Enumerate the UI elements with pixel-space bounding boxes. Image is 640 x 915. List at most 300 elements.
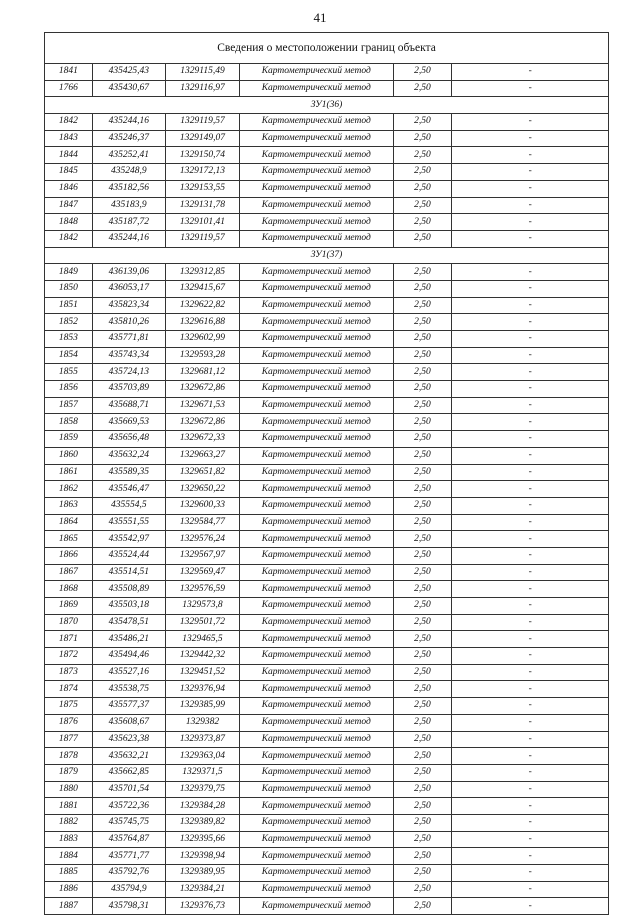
method-cell: Картометрический метод (240, 865, 393, 882)
method-cell: Картометрический метод (240, 280, 393, 297)
precision-cell: 2,50 (393, 164, 452, 181)
table-row (45, 698, 609, 715)
point-id-cell: 1858 (45, 414, 93, 431)
description-cell: - (452, 631, 609, 648)
y-coord-cell: 1329376,94 (165, 681, 239, 698)
x-coord-cell: 435182,56 (92, 180, 165, 197)
x-coord-cell: 435703,89 (92, 381, 165, 398)
method-cell: Картометрический метод (240, 397, 393, 414)
point-id-cell: 1886 (45, 881, 93, 898)
table-row (45, 831, 609, 848)
point-id-cell: 1877 (45, 731, 93, 748)
table-row (45, 397, 609, 414)
y-coord-cell: 1329650,22 (165, 481, 239, 498)
y-coord-cell: 1329567,97 (165, 547, 239, 564)
y-coord-cell: 1329398,94 (165, 848, 239, 865)
description-cell: - (452, 865, 609, 882)
x-coord-cell: 435246,37 (92, 130, 165, 147)
boundary-table (44, 32, 609, 915)
precision-cell: 2,50 (393, 347, 452, 364)
table-row (45, 598, 609, 615)
description-cell: - (452, 598, 609, 615)
x-coord-cell: 435669,53 (92, 414, 165, 431)
description-cell: - (452, 798, 609, 815)
x-coord-cell: 435724,13 (92, 364, 165, 381)
point-id-cell: 1860 (45, 447, 93, 464)
description-cell: - (452, 731, 609, 748)
y-coord-cell: 1329681,12 (165, 364, 239, 381)
method-cell: Картометрический метод (240, 798, 393, 815)
point-id-cell: 1766 (45, 80, 93, 97)
point-id-cell: 1873 (45, 664, 93, 681)
method-cell: Картометрический метод (240, 230, 393, 247)
point-id-cell: 1881 (45, 798, 93, 815)
method-cell: Картометрический метод (240, 814, 393, 831)
point-id-cell: 1862 (45, 481, 93, 498)
table-row (45, 514, 609, 531)
y-coord-cell: 1329569,47 (165, 564, 239, 581)
description-cell: - (452, 130, 609, 147)
x-coord-cell: 435764,87 (92, 831, 165, 848)
point-id-cell: 1848 (45, 214, 93, 231)
precision-cell: 2,50 (393, 114, 452, 131)
method-cell: Картометрический метод (240, 514, 393, 531)
precision-cell: 2,50 (393, 814, 452, 831)
method-cell: Картометрический метод (240, 114, 393, 131)
x-coord-cell: 435430,67 (92, 80, 165, 97)
section-header-row (45, 247, 609, 264)
precision-cell: 2,50 (393, 614, 452, 631)
precision-cell: 2,50 (393, 547, 452, 564)
precision-cell: 2,50 (393, 714, 452, 731)
y-coord-cell: 1329363,04 (165, 748, 239, 765)
point-id-cell: 1841 (45, 64, 93, 81)
table-row (45, 414, 609, 431)
point-id-cell: 1868 (45, 581, 93, 598)
point-id-cell: 1850 (45, 280, 93, 297)
method-cell: Картометрический метод (240, 581, 393, 598)
point-id-cell: 1867 (45, 564, 93, 581)
y-coord-cell: 1329150,74 (165, 147, 239, 164)
precision-cell: 2,50 (393, 881, 452, 898)
table-row (45, 865, 609, 882)
x-coord-cell: 435503,18 (92, 598, 165, 615)
point-id-cell: 1842 (45, 230, 93, 247)
method-cell: Картометрический метод (240, 347, 393, 364)
x-coord-cell: 435524,44 (92, 547, 165, 564)
method-cell: Картометрический метод (240, 180, 393, 197)
x-coord-cell: 435771,77 (92, 848, 165, 865)
x-coord-cell: 435244,16 (92, 114, 165, 131)
method-cell: Картометрический метод (240, 714, 393, 731)
table-row (45, 147, 609, 164)
x-coord-cell: 435542,97 (92, 531, 165, 548)
table-row (45, 481, 609, 498)
x-coord-cell: 435722,36 (92, 798, 165, 815)
description-cell: - (452, 514, 609, 531)
table-row (45, 130, 609, 147)
method-cell: Картометрический метод (240, 331, 393, 348)
x-coord-cell: 435187,72 (92, 214, 165, 231)
description-cell: - (452, 214, 609, 231)
x-coord-cell: 435794,9 (92, 881, 165, 898)
point-id-cell: 1846 (45, 180, 93, 197)
method-cell: Картометрический метод (240, 364, 393, 381)
table-row (45, 848, 609, 865)
description-cell: - (452, 64, 609, 81)
description-cell: - (452, 331, 609, 348)
point-id-cell: 1852 (45, 314, 93, 331)
precision-cell: 2,50 (393, 764, 452, 781)
point-id-cell: 1885 (45, 865, 93, 882)
table-row (45, 731, 609, 748)
y-coord-cell: 1329371,5 (165, 764, 239, 781)
precision-cell: 2,50 (393, 848, 452, 865)
method-cell: Картометрический метод (240, 414, 393, 431)
y-coord-cell: 1329119,57 (165, 230, 239, 247)
point-id-cell: 1878 (45, 748, 93, 765)
method-cell: Картометрический метод (240, 731, 393, 748)
table-row (45, 681, 609, 698)
precision-cell: 2,50 (393, 581, 452, 598)
method-cell: Картометрический метод (240, 381, 393, 398)
description-cell: - (452, 531, 609, 548)
precision-cell: 2,50 (393, 147, 452, 164)
description-cell: - (452, 164, 609, 181)
precision-cell: 2,50 (393, 648, 452, 665)
table-row (45, 664, 609, 681)
point-id-cell: 1845 (45, 164, 93, 181)
precision-cell: 2,50 (393, 414, 452, 431)
table-row (45, 464, 609, 481)
description-cell: - (452, 364, 609, 381)
method-cell: Картометрический метод (240, 598, 393, 615)
y-coord-cell: 1329622,82 (165, 297, 239, 314)
description-cell: - (452, 197, 609, 214)
y-coord-cell: 1329576,24 (165, 531, 239, 548)
table-row (45, 381, 609, 398)
point-id-cell: 1887 (45, 898, 93, 915)
point-id-cell: 1883 (45, 831, 93, 848)
point-id-cell: 1854 (45, 347, 93, 364)
description-cell: - (452, 297, 609, 314)
method-cell: Картометрический метод (240, 64, 393, 81)
description-cell: - (452, 664, 609, 681)
method-cell: Картометрический метод (240, 564, 393, 581)
description-cell: - (452, 431, 609, 448)
y-coord-cell: 1329616,88 (165, 314, 239, 331)
precision-cell: 2,50 (393, 447, 452, 464)
point-id-cell: 1851 (45, 297, 93, 314)
x-coord-cell: 435745,75 (92, 814, 165, 831)
method-cell: Картометрический метод (240, 631, 393, 648)
precision-cell: 2,50 (393, 197, 452, 214)
y-coord-cell: 1329573,8 (165, 598, 239, 615)
description-cell: - (452, 547, 609, 564)
section-label: ЗУ1(36) (45, 97, 609, 114)
y-coord-cell: 1329384,28 (165, 798, 239, 815)
method-cell: Картометрический метод (240, 80, 393, 97)
point-id-cell: 1875 (45, 698, 93, 715)
section-header-row (45, 97, 609, 114)
point-id-cell: 1871 (45, 631, 93, 648)
table-row (45, 431, 609, 448)
point-id-cell: 1869 (45, 598, 93, 615)
y-coord-cell: 1329663,27 (165, 447, 239, 464)
precision-cell: 2,50 (393, 130, 452, 147)
precision-cell: 2,50 (393, 781, 452, 798)
table-row (45, 114, 609, 131)
description-cell: - (452, 114, 609, 131)
point-id-cell: 1880 (45, 781, 93, 798)
precision-cell: 2,50 (393, 664, 452, 681)
point-id-cell: 1884 (45, 848, 93, 865)
y-coord-cell: 1329379,75 (165, 781, 239, 798)
description-cell: - (452, 814, 609, 831)
precision-cell: 2,50 (393, 497, 452, 514)
method-cell: Картометрический метод (240, 164, 393, 181)
description-cell: - (452, 414, 609, 431)
x-coord-cell: 436139,06 (92, 264, 165, 281)
table-row (45, 814, 609, 831)
y-coord-cell: 1329385,99 (165, 698, 239, 715)
method-cell: Картометрический метод (240, 898, 393, 915)
table-row (45, 748, 609, 765)
x-coord-cell: 435508,89 (92, 581, 165, 598)
method-cell: Картометрический метод (240, 881, 393, 898)
x-coord-cell: 435810,26 (92, 314, 165, 331)
precision-cell: 2,50 (393, 631, 452, 648)
precision-cell: 2,50 (393, 364, 452, 381)
x-coord-cell: 435514,51 (92, 564, 165, 581)
precision-cell: 2,50 (393, 514, 452, 531)
method-cell: Картометрический метод (240, 214, 393, 231)
precision-cell: 2,50 (393, 564, 452, 581)
x-coord-cell: 435798,31 (92, 898, 165, 915)
method-cell: Картометрический метод (240, 481, 393, 498)
method-cell: Картометрический метод (240, 781, 393, 798)
table-row (45, 447, 609, 464)
point-id-cell: 1874 (45, 681, 93, 698)
precision-cell: 2,50 (393, 80, 452, 97)
point-id-cell: 1847 (45, 197, 93, 214)
description-cell: - (452, 230, 609, 247)
y-coord-cell: 1329172,13 (165, 164, 239, 181)
section-label: ЗУ1(37) (45, 247, 609, 264)
precision-cell: 2,50 (393, 681, 452, 698)
method-cell: Картометрический метод (240, 681, 393, 698)
table-row (45, 280, 609, 297)
x-coord-cell: 436053,17 (92, 280, 165, 297)
point-id-cell: 1855 (45, 364, 93, 381)
method-cell: Картометрический метод (240, 664, 393, 681)
point-id-cell: 1864 (45, 514, 93, 531)
description-cell: - (452, 80, 609, 97)
x-coord-cell: 435589,35 (92, 464, 165, 481)
method-cell: Картометрический метод (240, 431, 393, 448)
y-coord-cell: 1329149,07 (165, 130, 239, 147)
x-coord-cell: 435688,71 (92, 397, 165, 414)
description-cell: - (452, 481, 609, 498)
point-id-cell: 1866 (45, 547, 93, 564)
method-cell: Картометрический метод (240, 130, 393, 147)
method-cell: Картометрический метод (240, 547, 393, 564)
x-coord-cell: 435632,21 (92, 748, 165, 765)
table-row (45, 531, 609, 548)
method-cell: Картометрический метод (240, 831, 393, 848)
table-row (45, 80, 609, 97)
precision-cell: 2,50 (393, 481, 452, 498)
table-row (45, 781, 609, 798)
y-coord-cell: 1329671,53 (165, 397, 239, 414)
point-id-cell: 1859 (45, 431, 93, 448)
description-cell: - (452, 781, 609, 798)
table-row (45, 230, 609, 247)
precision-cell: 2,50 (393, 698, 452, 715)
y-coord-cell: 1329602,99 (165, 331, 239, 348)
description-cell: - (452, 397, 609, 414)
description-cell: - (452, 714, 609, 731)
y-coord-cell: 1329593,28 (165, 347, 239, 364)
description-cell: - (452, 381, 609, 398)
table-row (45, 64, 609, 81)
table-row (45, 631, 609, 648)
precision-cell: 2,50 (393, 748, 452, 765)
point-id-cell: 1872 (45, 648, 93, 665)
description-cell: - (452, 614, 609, 631)
point-id-cell: 1844 (45, 147, 93, 164)
precision-cell: 2,50 (393, 865, 452, 882)
table-row (45, 564, 609, 581)
method-cell: Картометрический метод (240, 197, 393, 214)
point-id-cell: 1865 (45, 531, 93, 548)
method-cell: Картометрический метод (240, 698, 393, 715)
precision-cell: 2,50 (393, 64, 452, 81)
table-row (45, 331, 609, 348)
table-row (45, 614, 609, 631)
method-cell: Картометрический метод (240, 464, 393, 481)
table-row (45, 648, 609, 665)
description-cell: - (452, 831, 609, 848)
description-cell: - (452, 280, 609, 297)
y-coord-cell: 1329116,97 (165, 80, 239, 97)
y-coord-cell: 1329373,87 (165, 731, 239, 748)
table-row (45, 264, 609, 281)
method-cell: Картометрический метод (240, 264, 393, 281)
precision-cell: 2,50 (393, 314, 452, 331)
y-coord-cell: 1329131,78 (165, 197, 239, 214)
x-coord-cell: 435183,9 (92, 197, 165, 214)
precision-cell: 2,50 (393, 831, 452, 848)
point-id-cell: 1882 (45, 814, 93, 831)
x-coord-cell: 435701,54 (92, 781, 165, 798)
table-row (45, 364, 609, 381)
x-coord-cell: 435244,16 (92, 230, 165, 247)
x-coord-cell: 435248,9 (92, 164, 165, 181)
description-cell: - (452, 497, 609, 514)
x-coord-cell: 435527,16 (92, 664, 165, 681)
description-cell: - (452, 881, 609, 898)
x-coord-cell: 435662,85 (92, 764, 165, 781)
point-id-cell: 1853 (45, 331, 93, 348)
y-coord-cell: 1329389,95 (165, 865, 239, 882)
x-coord-cell: 435623,38 (92, 731, 165, 748)
precision-cell: 2,50 (393, 214, 452, 231)
description-cell: - (452, 648, 609, 665)
description-cell: - (452, 447, 609, 464)
x-coord-cell: 435577,37 (92, 698, 165, 715)
precision-cell: 2,50 (393, 731, 452, 748)
y-coord-cell: 1329101,41 (165, 214, 239, 231)
y-coord-cell: 1329501,72 (165, 614, 239, 631)
y-coord-cell: 1329382 (165, 714, 239, 731)
precision-cell: 2,50 (393, 297, 452, 314)
table-row (45, 547, 609, 564)
table-row (45, 314, 609, 331)
y-coord-cell: 1329312,85 (165, 264, 239, 281)
x-coord-cell: 435771,81 (92, 331, 165, 348)
description-cell: - (452, 698, 609, 715)
description-cell: - (452, 314, 609, 331)
description-cell: - (452, 748, 609, 765)
method-cell: Картометрический метод (240, 748, 393, 765)
table-row (45, 581, 609, 598)
method-cell: Картометрический метод (240, 614, 393, 631)
y-coord-cell: 1329672,33 (165, 431, 239, 448)
description-cell: - (452, 264, 609, 281)
y-coord-cell: 1329442,32 (165, 648, 239, 665)
y-coord-cell: 1329584,77 (165, 514, 239, 531)
point-id-cell: 1861 (45, 464, 93, 481)
description-cell: - (452, 147, 609, 164)
y-coord-cell: 1329119,57 (165, 114, 239, 131)
description-cell: - (452, 681, 609, 698)
table-row (45, 297, 609, 314)
y-coord-cell: 1329415,67 (165, 280, 239, 297)
x-coord-cell: 435494,46 (92, 648, 165, 665)
table-row (45, 347, 609, 364)
y-coord-cell: 1329651,82 (165, 464, 239, 481)
method-cell: Картометрический метод (240, 147, 393, 164)
x-coord-cell: 435538,75 (92, 681, 165, 698)
page-number: 41 (313, 10, 327, 25)
method-cell: Картометрический метод (240, 497, 393, 514)
point-id-cell: 1843 (45, 130, 93, 147)
precision-cell: 2,50 (393, 264, 452, 281)
precision-cell: 2,50 (393, 331, 452, 348)
x-coord-cell: 435551,55 (92, 514, 165, 531)
table-row (45, 197, 609, 214)
precision-cell: 2,50 (393, 280, 452, 297)
y-coord-cell: 1329465,5 (165, 631, 239, 648)
method-cell: Картометрический метод (240, 447, 393, 464)
method-cell: Картометрический метод (240, 297, 393, 314)
description-cell: - (452, 180, 609, 197)
precision-cell: 2,50 (393, 898, 452, 915)
precision-cell: 2,50 (393, 598, 452, 615)
x-coord-cell: 435546,47 (92, 481, 165, 498)
table-row (45, 180, 609, 197)
x-coord-cell: 435743,34 (92, 347, 165, 364)
y-coord-cell: 1329376,73 (165, 898, 239, 915)
table-row (45, 881, 609, 898)
point-id-cell: 1842 (45, 114, 93, 131)
y-coord-cell: 1329576,59 (165, 581, 239, 598)
table-row (45, 898, 609, 915)
description-cell: - (452, 564, 609, 581)
method-cell: Картометрический метод (240, 848, 393, 865)
point-id-cell: 1849 (45, 264, 93, 281)
